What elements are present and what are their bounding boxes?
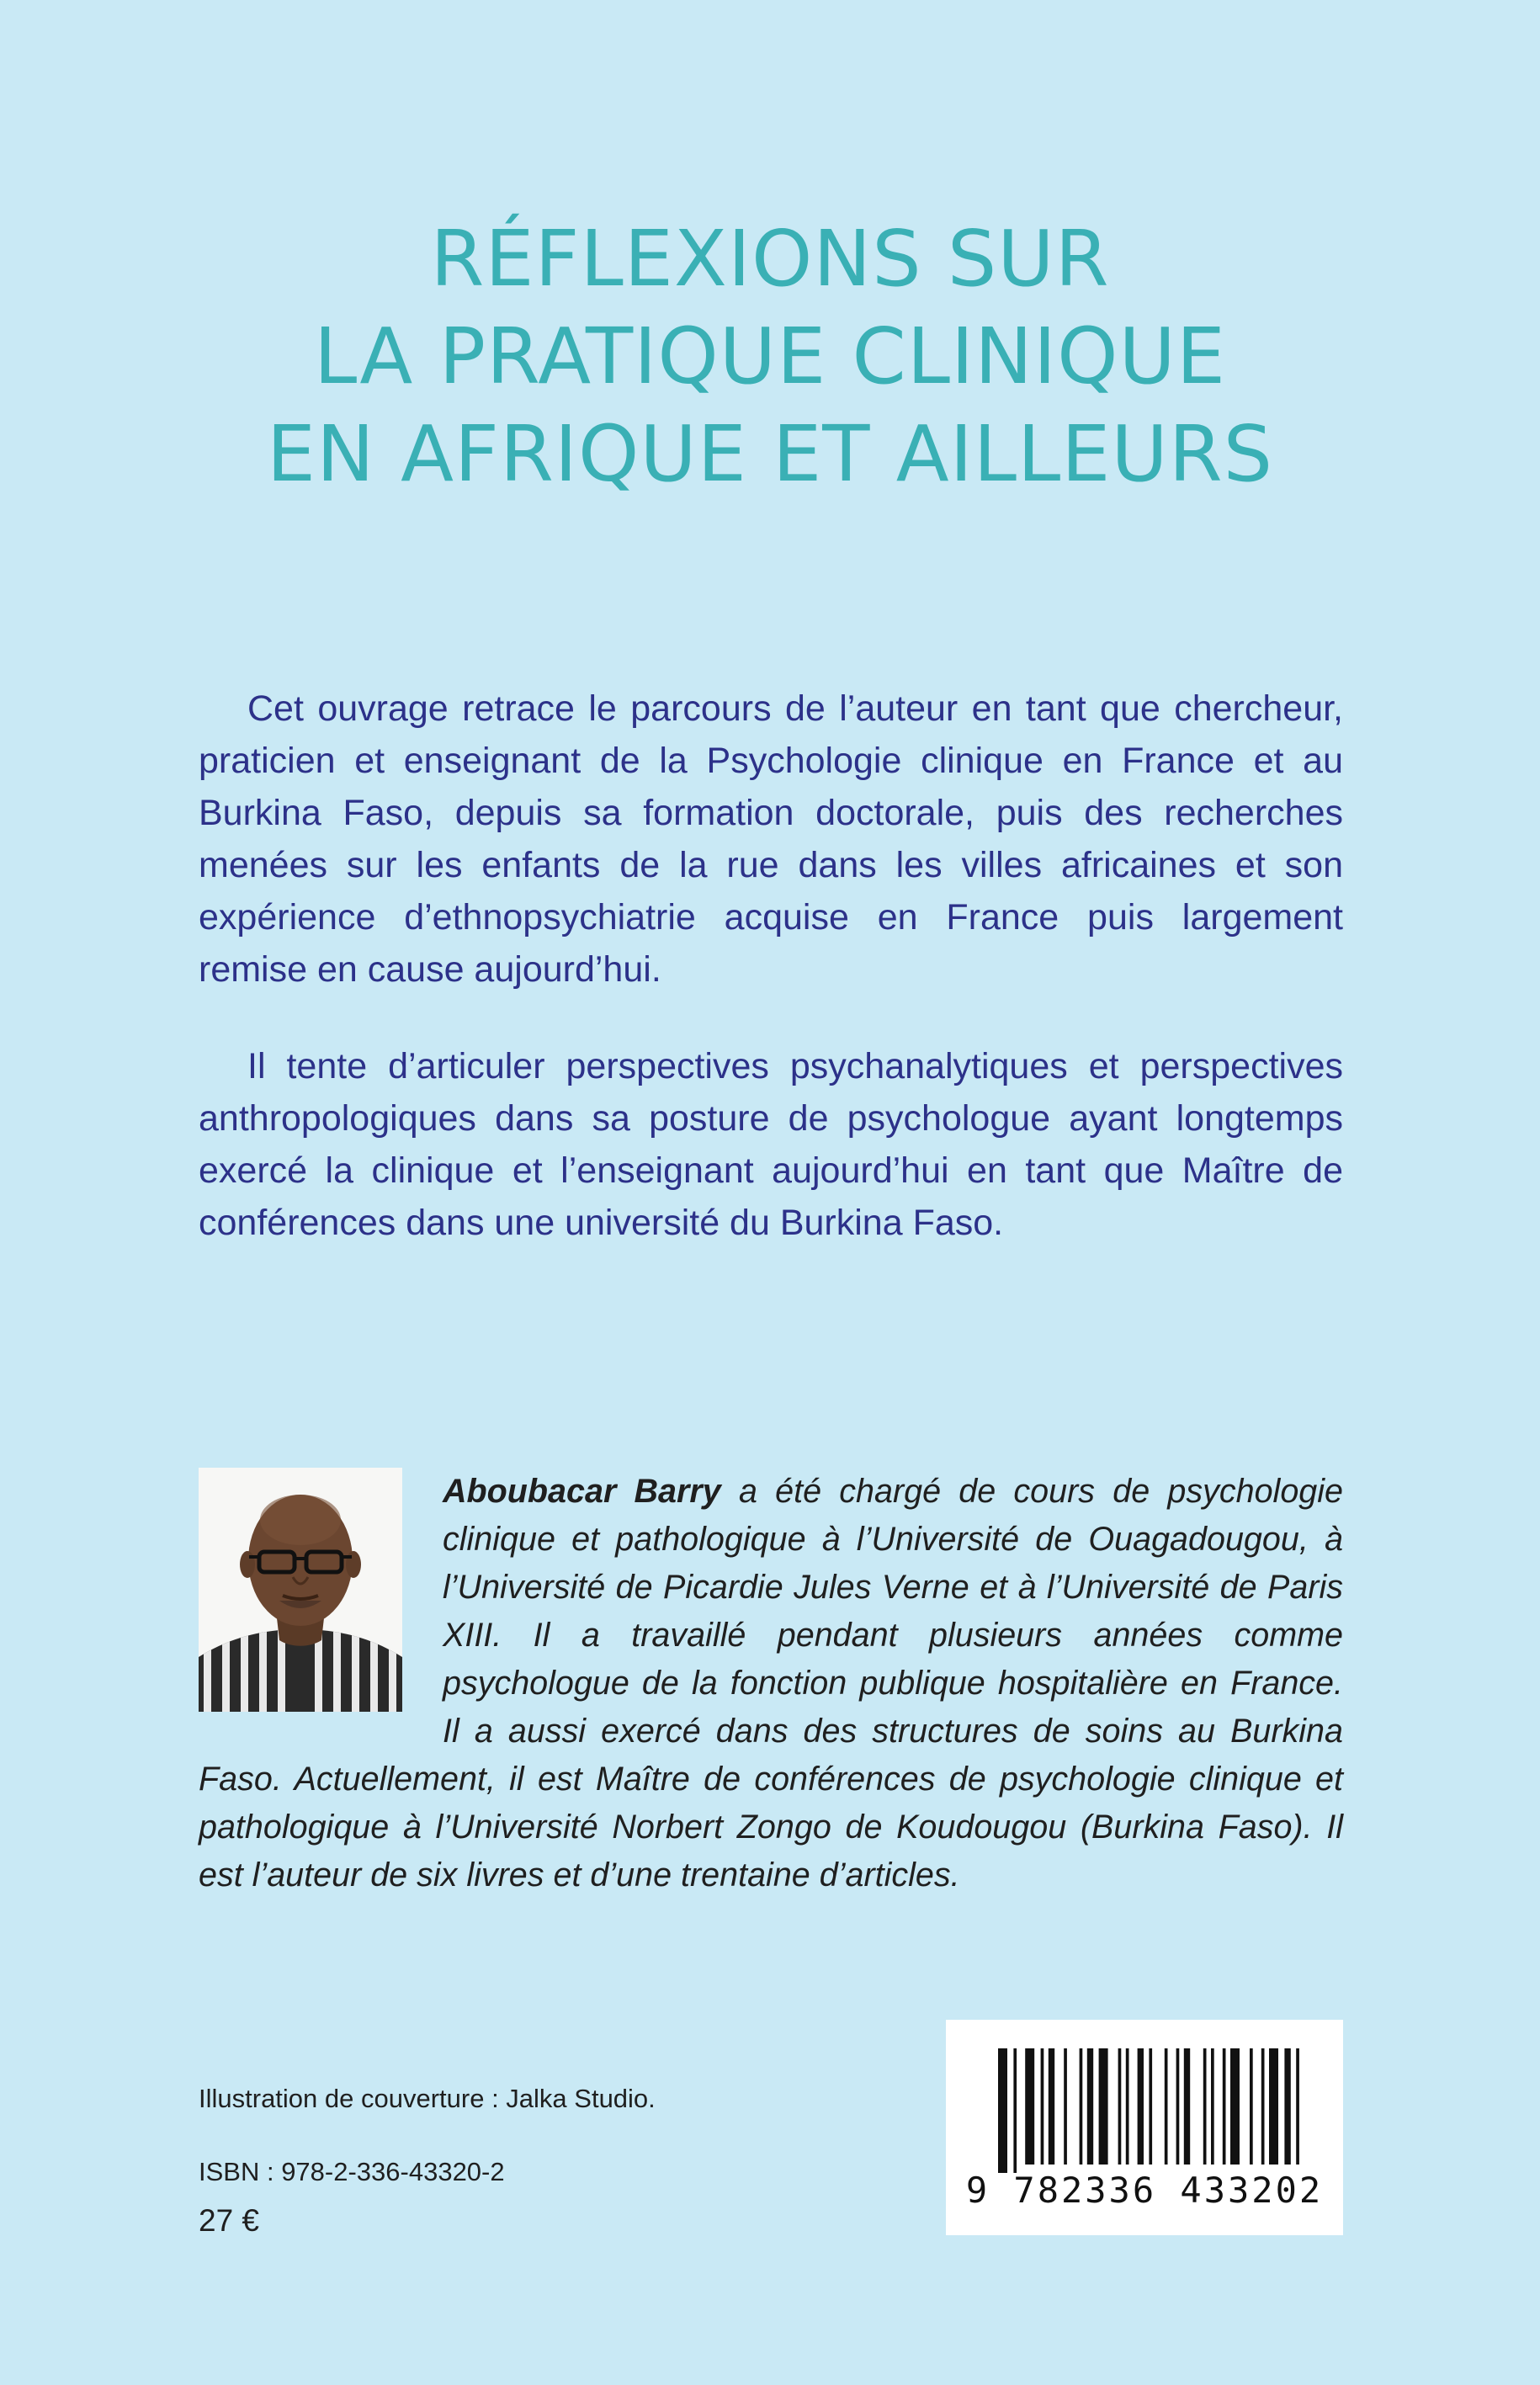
author-name: Aboubacar Barry: [443, 1473, 721, 1510]
barcode-bar: [1080, 2048, 1083, 2165]
barcode-bar: [1149, 2048, 1152, 2165]
barcode-bar: [1049, 2048, 1054, 2165]
barcode-bar: [1118, 2048, 1122, 2165]
price: 27 €: [199, 2203, 260, 2238]
title-line-2: LA PRATIQUE CLINIQUE: [314, 311, 1226, 401]
barcode-bar: [1064, 2048, 1067, 2165]
barcode-bar: [1223, 2048, 1226, 2165]
barcode-bar: [1176, 2048, 1180, 2165]
barcode-bar: [1099, 2048, 1108, 2165]
barcode-bar: [998, 2048, 1007, 2173]
barcode-bar: [1211, 2048, 1214, 2165]
barcode-bar: [1087, 2048, 1093, 2165]
author-bio-text: a été chargé de cours de psychologie clinique et pathologique à l’Université de Ouagadougou, à l’Université de Picardie Jules Verne et à l’Université de Paris XIII. Il a travaillé pendant plusieurs années comme psychologue de la fonction publique hospitalière en France. Il a aussi exercé dans des structures de soins au Burkina Faso. Actuellement, il est Maître de conférences de psychologie clinique et pathologique à l’Université Norbert Zongo de Koudougou (Burkina Faso). Il est l’auteur de six livres et d’une trentaine d’articles.: [199, 1473, 1344, 1894]
barcode-bar: [1261, 2048, 1265, 2165]
illustration-credit: Illustration de couverture : Jalka Studio.: [199, 2084, 656, 2113]
book-title: [0, 210, 1540, 503]
photo-spacer: [199, 1468, 443, 1717]
title-line-3: EN AFRIQUE ET AILLEURS: [266, 409, 1274, 499]
barcode-bar: [1269, 2048, 1278, 2165]
barcode-bar: [1203, 2048, 1207, 2165]
isbn: ISBN : 978-2-336-43320-2: [199, 2157, 505, 2186]
barcode-bar: [1250, 2048, 1253, 2165]
title-line-1: RÉFLEXIONS SUR: [430, 214, 1110, 304]
barcode-box: [946, 2020, 1343, 2235]
author-bio: [199, 1468, 1343, 1899]
barcode-bar: [1296, 2048, 1299, 2165]
barcode-bar: [1041, 2048, 1044, 2165]
summary-paragraph-2: Il tente d’articuler perspectives psychanalytiques et perspectives anthropologiques dans sa posture de psychologue ayant longtemps exercé la clinique et l’enseignant aujourd’hui en tant que Maître de conférences dans une université du Burkina Faso.: [199, 1046, 1343, 1243]
barcode-bar: [1165, 2048, 1168, 2165]
barcode-bar: [1126, 2048, 1129, 2165]
barcode-bar: [1138, 2048, 1144, 2165]
barcode-bar: [1284, 2048, 1290, 2165]
barcode-bar: [1013, 2048, 1017, 2173]
barcode-bar: [1230, 2048, 1240, 2165]
barcode-bar: [1184, 2048, 1190, 2165]
barcode-bar: [1025, 2048, 1034, 2165]
summary-paragraph-1: Cet ouvrage retrace le parcours de l’auteur en tant que chercheur, praticien et enseignant de la Psychologie clinique en France et au Burkina Faso, depuis sa formation doctorale, puis des recherches menées sur les enfants de la rue dans les villes africaines et son expérience d’ethnopsychiatrie acquise en France puis largement remise en cause aujourd’hui.: [199, 688, 1343, 990]
barcode-digits: 9 782336 433202: [965, 2170, 1324, 2211]
